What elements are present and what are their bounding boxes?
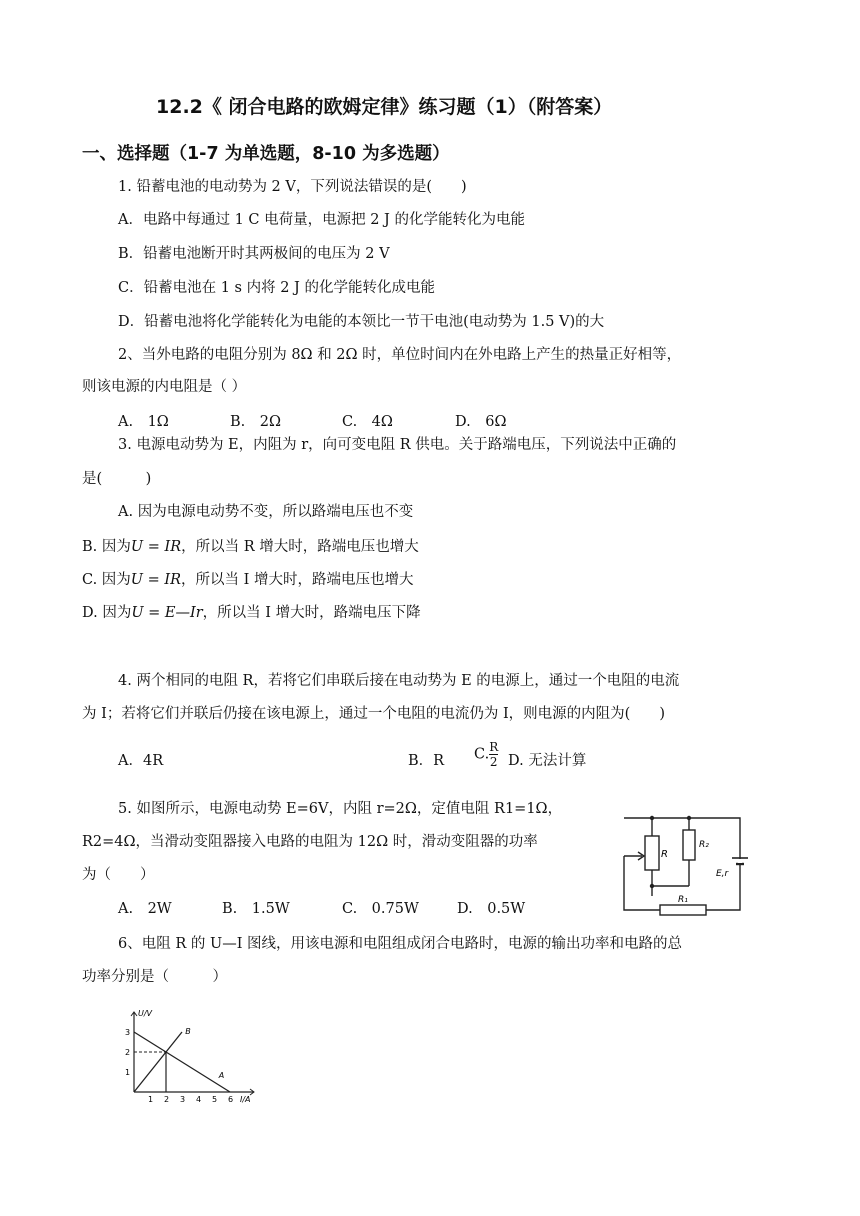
q3-option-b <box>82 535 419 556</box>
q3-option-c-equation: U = IR <box>130 572 182 588</box>
q2-option-d: D. 6Ω <box>455 414 507 430</box>
q1-option-d: D．铅蓄电池将化学能转化为电能的本领比一节干电池(电动势为 1.5 V)的大 <box>118 314 605 330</box>
q5-stem-line3: 为（ ） <box>82 867 155 883</box>
q3-option-b-equation: U = IR <box>130 539 182 555</box>
resistor-r2 <box>683 830 695 860</box>
q3-option-d <box>82 601 421 622</box>
q3-option-b-prefix: B. 因为 <box>82 539 131 555</box>
y-axis-label: U/V <box>138 1009 153 1018</box>
q1-option-b: B．铅蓄电池断开时其两极间的电压为 2 V <box>118 246 390 262</box>
q5-option-a: A. 2W <box>118 901 172 917</box>
fraction-numerator: R <box>489 740 499 754</box>
q3-option-c-suffix: ，所以当 I 增大时，路端电压也增大 <box>181 572 414 588</box>
q3-option-c <box>82 568 413 589</box>
y-tick-label: 3 <box>125 1028 131 1037</box>
x-tick-label: 1 <box>148 1095 154 1104</box>
q3-stem-line2: 是( ) <box>82 471 152 487</box>
x-tick-label: 3 <box>180 1095 186 1104</box>
q1-option-c: C．铅蓄电池在 1 s 内将 2 J 的化学能转化成电能 <box>118 280 435 296</box>
resistor-r1 <box>660 905 706 915</box>
q5-option-b: B. 1.5W <box>222 901 290 917</box>
q3-option-a: A. 因为电源电动势不变，所以路端电压也不变 <box>118 504 414 520</box>
x-tick-label: 4 <box>196 1095 202 1104</box>
junction-dot <box>687 816 691 820</box>
series-label-b: B <box>185 1027 191 1036</box>
q6-stem-line1: 6、电阻 R 的 U—I 图线，用该电源和电阻组成闭合电路时，电源的输出功率和电路的总 <box>118 936 683 952</box>
series-line-a <box>134 1032 230 1092</box>
q3-option-d-equation: U = E—Ir <box>131 605 203 621</box>
q3-stem-line1: 3. 电源电动势为 E，内阻为 r，向可变电阻 R 供电。关于路端电压，下列说法中正确的 <box>118 437 677 453</box>
rheostat-r <box>645 836 659 870</box>
q2-option-c: C. 4Ω <box>342 414 393 430</box>
y-tick-label: 2 <box>125 1048 131 1057</box>
x-tick-label: 6 <box>228 1095 234 1104</box>
q5-stem-line1: 5. 如图所示，电源电动势 E=6V，内阻 r=2Ω，定值电阻 R1=1Ω， <box>118 801 563 817</box>
circuit-diagram <box>612 812 752 918</box>
x-axis-label: I/A <box>240 1095 251 1104</box>
q6-stem-line2: 功率分别是（ ） <box>82 969 227 985</box>
q3-option-c-prefix: C. 因为 <box>82 572 131 588</box>
ui-graph <box>112 1006 268 1104</box>
q1-option-a: A．电路中每通过 1 C 电荷量，电源把 2 J 的化学能转化为电能 <box>118 212 525 228</box>
page-title: 12.2《 闭合电路的欧姆定律》练习题（1）（附答案） <box>156 96 613 118</box>
q2-stem-line1: 2、当外电路的电阻分别为 8Ω 和 2Ω 时，单位时间内在外电路上产生的热量正好相等， <box>118 347 682 363</box>
q5-stem-line2: R2=4Ω，当滑动变阻器接入电路的电阻为 12Ω 时，滑动变阻器的功率 <box>82 834 538 850</box>
q3-option-d-suffix: ，所以当 I 增大时，路端电压下降 <box>202 605 421 621</box>
circuit-wire-left <box>624 856 660 910</box>
x-tick-label: 2 <box>164 1095 170 1104</box>
q4-stem-line2: 为 I；若将它们并联后仍接在该电源上，通过一个电阻的电流仍为 I，则电源的内阻为( ) <box>82 706 665 722</box>
q4-option-a: A．4R <box>118 753 164 769</box>
q3-option-d-prefix: D. 因为 <box>82 605 132 621</box>
label-r2: R₂ <box>699 840 709 850</box>
junction-dot <box>650 816 654 820</box>
q4-option-b: B．R <box>408 753 445 769</box>
q5-option-c: C. 0.75W <box>342 901 419 917</box>
junction-dot <box>650 884 654 888</box>
q5-option-d: D. 0.5W <box>457 901 526 917</box>
y-tick-label: 1 <box>125 1068 131 1077</box>
label-r: R <box>661 849 668 860</box>
q4-option-d: D. 无法计算 <box>508 753 587 769</box>
label-er: E,r <box>716 869 729 879</box>
fraction-denominator: 2 <box>489 755 498 769</box>
section-heading: 一、选择题（1-7 为单选题，8-10 为多选题） <box>82 144 450 164</box>
q4-stem-line1: 4. 两个相同的电阻 R，若将它们串联后接在电动势为 E 的电源上，通过一个电阻的电流 <box>118 673 680 689</box>
x-tick-label: 5 <box>212 1095 218 1104</box>
series-label-a: A <box>218 1071 225 1080</box>
label-r1: R₁ <box>678 895 688 905</box>
q4-option-c <box>474 740 498 769</box>
q4-option-c-fraction <box>489 740 498 769</box>
q2-stem-line2: 则该电源的内电阻是（ ） <box>82 379 247 395</box>
series-line-b <box>134 1032 182 1092</box>
q1-stem: 1. 铅蓄电池的电动势为 2 V，下列说法错误的是( ) <box>118 179 467 195</box>
q2-option-a: A. 1Ω <box>118 414 169 430</box>
q3-option-b-suffix: ，所以当 R 增大时，路端电压也增大 <box>181 539 419 555</box>
q2-option-b: B. 2Ω <box>230 414 282 430</box>
q4-option-c-prefix: C. <box>474 746 490 763</box>
